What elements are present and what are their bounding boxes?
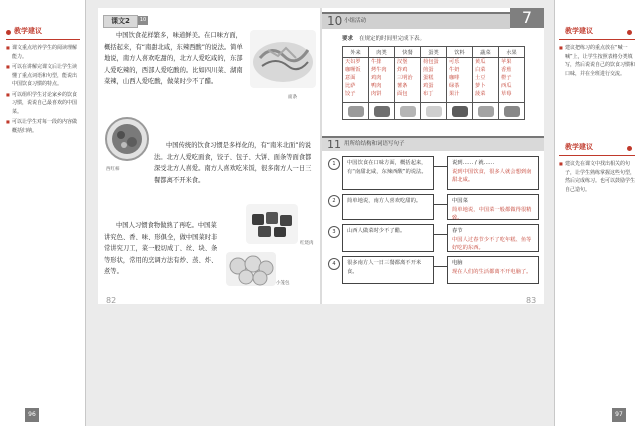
table-header: 肉类 <box>369 47 395 58</box>
table-cell: 天妇罗 咖喱饭 意面 比萨 饺子 <box>343 58 369 103</box>
table-cell: 汉堡 炸鸡 三明治 薯条 面包 <box>395 58 421 103</box>
right-page <box>322 8 544 304</box>
sidebar-note: ■ 可以组织学生讨论家乡的饮食习惯，说说自己最喜欢的中国菜。 <box>6 91 80 117</box>
connector-line <box>434 234 447 235</box>
photo-caption: 面条 <box>288 95 297 100</box>
table-header: 蔬菜 <box>473 47 499 58</box>
food-thumbnail <box>473 103 499 120</box>
section-title: 小组活动 <box>344 18 367 24</box>
footer-page-number: 96 <box>25 408 39 422</box>
braised-pork-photo <box>246 204 298 244</box>
sidebar-divider <box>559 39 635 40</box>
answer-box: 春节 中国人过春节少不了吃年糕、鱼等好吃的东西。 <box>447 224 539 252</box>
table-header: 蛋类 <box>421 47 447 58</box>
tomato-egg-photo <box>104 116 150 162</box>
answer-box: 中国菜 简单地说，中国菜一般都做得很精致。 <box>447 194 539 220</box>
photo-caption: 红烧肉 <box>300 241 314 246</box>
lesson-tag: 课文2 <box>103 15 138 28</box>
sidebar-note: ■ 可以在讲解完课文后让学生读懂了重点词语和句型，能说出中国饮食习惯的特点。 <box>6 63 80 89</box>
sidebar-note: ■ 可以让学生对每一段的内容做概括归纳。 <box>6 118 80 135</box>
page-number: 82 <box>106 296 117 305</box>
connector-line <box>434 204 447 205</box>
table-cell: 黄瓜 白菜 土豆 萝卜 菠菜 <box>473 58 499 103</box>
exercise-number: 1 <box>328 158 340 170</box>
answer-box: 电脑 现在人们的生活都离不开电脑了。 <box>447 256 539 284</box>
food-category-table <box>342 46 525 120</box>
sidebar-title: 教学建议 <box>565 27 593 35</box>
unit-label: 7 <box>510 8 544 28</box>
noodle-dish-photo <box>250 30 316 88</box>
sidebar-divider <box>559 155 635 156</box>
sidebar-notes <box>559 160 635 196</box>
left-teaching-sidebar <box>0 0 86 426</box>
table-cell: 荷包蛋 煎蛋 蛋糕 鸡蛋 布丁 <box>421 58 447 103</box>
sidebar-notes <box>559 44 635 80</box>
paragraph-3: 中国人习惯食物做熟了再吃。中国菜讲究色、香、味、形俱全，做中国菜时非常讲究刀工，菜一般切成丁、丝、块、条等形状，常用的烹调方法有炒、蒸、炸、煮等。 <box>104 222 218 275</box>
sidebar-divider <box>6 39 80 40</box>
food-thumbnail <box>395 103 421 120</box>
sidebar-title: 教学建议 <box>565 143 593 151</box>
section-header <box>322 12 510 29</box>
photo-caption: 小笼包 <box>276 281 290 286</box>
food-thumbnail <box>499 103 525 120</box>
food-thumbnail <box>343 103 369 120</box>
right-teaching-sidebar <box>554 0 640 426</box>
food-thumbnail <box>369 103 395 120</box>
section-header <box>322 136 544 151</box>
page-number: 83 <box>526 296 537 305</box>
paragraph-1: 中国饮食花样繁多，味道鲜美。在口味方面，概括起来，有“南甜北咸，东辣西酸”的说法。简单地说，南方人喜欢吃甜的，北方人爱吃咸的，东部人爱吃辣的，西部人爱吃酸的。比如四川菜、湖南菜辣，山西人爱吃酸，做菜时少不了醋。 <box>104 32 243 85</box>
food-thumbnail <box>447 103 473 120</box>
section-number: 10 <box>327 14 343 28</box>
photo-caption: 西红柿 <box>106 167 120 172</box>
table-header: 快餐 <box>395 47 421 58</box>
red-dot-marker <box>627 30 632 35</box>
footer-page-number: 97 <box>612 408 626 422</box>
section-title: 用所给结构和词语写句子 <box>344 141 405 147</box>
sidebar-notes <box>6 44 80 137</box>
table-cell: 牛排 烤牛肉 鸡肉 鸭肉 肉饼 <box>369 58 395 103</box>
left-page <box>98 8 320 304</box>
sidebar-note: ■ 建议先在课文中找出相关的句子，让学生熟练掌握这些句型，然后完成练习。也可以鼓励学生自己造句。 <box>559 160 635 194</box>
table-cell: 可乐 牛奶 咖啡 绿茶 果汁 <box>447 58 473 103</box>
exercise-number: 4 <box>328 258 340 270</box>
paragraph-2: 中国传统的饮食习惯是多样化的，有“南米北面”的说法。北方人爱吃面食，饺子、包子、大饼、面条等面食都深受北方人喜爱。南方人喜欢吃米饭，很多南方人一日三餐都离不开米食。 <box>154 142 312 184</box>
exercise-number: 3 <box>328 226 340 238</box>
table-cell: 苹果 香蕉 橙子 西瓜 草莓 <box>499 58 525 103</box>
sidebar-note: ■ 建议把练习的重点放在“喊一喊”上，让学生按照表格分类填写，然后说说自己的饮食习惯和口味，并在全班进行交流。 <box>559 44 635 78</box>
sidebar-note: ■ 课文重点培养学生的阅读理解能力。 <box>6 44 80 61</box>
connector-line <box>434 166 447 167</box>
exercise-sentence: 很多南方人一日三餐都离不开米食。 <box>342 256 434 284</box>
exercise-sentence: 中国饮食在口味方面，概括起来，有“南甜北咸，东辣西酸”的说法。 <box>342 156 434 190</box>
exercise-sentence: 简单地说，南方人喜欢吃甜的。 <box>342 194 434 220</box>
task-instruction: 要求 在规定的时间里完成下表。 <box>342 36 426 42</box>
table-header: 水果 <box>499 47 525 58</box>
table-header: 饮料 <box>447 47 473 58</box>
steamed-buns-photo <box>226 252 276 286</box>
food-thumbnail <box>421 103 447 120</box>
red-dot-marker <box>627 146 632 151</box>
red-dot-marker <box>6 30 11 35</box>
sidebar-title: 教学建议 <box>14 27 42 35</box>
table-header: 外来 <box>343 47 369 58</box>
connector-line <box>434 266 447 267</box>
exercise-number: 2 <box>328 195 340 207</box>
section-number: 11 <box>327 138 341 151</box>
exercise-sentence: 山西人做菜时少不了醋。 <box>342 224 434 252</box>
answer-box: 说到…… / 就…… 说到中国饮食，很多人就会想到南甜北咸。 <box>447 156 539 190</box>
lesson-number: 10 <box>139 17 147 23</box>
